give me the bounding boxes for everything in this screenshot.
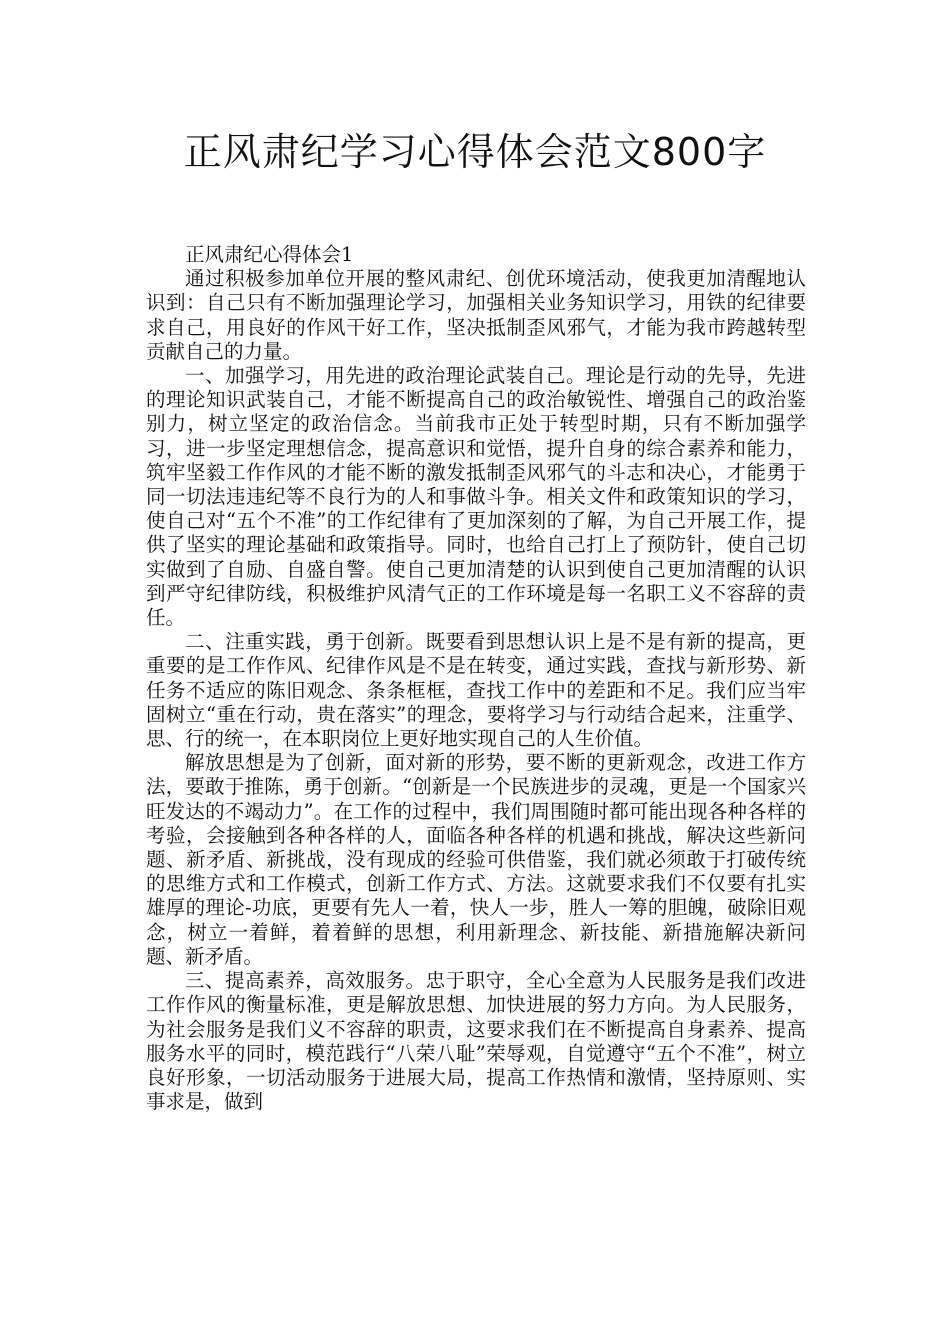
- paragraph-section-three: 三、提高素养，高效服务。忠于职守，全心全意为人民服务是我们改进工作作风的衡量标准，更是解放思想、加快进展的努力方向。为人民服务，为社会服务是我们义不容辞的职责，这要求我们在不断提高自身素养、提高服务水平的同时，模范践行“八荣八耻”荣辱观，自觉遵守“五个不准”，树立良好形象，一切活动服务于进展大局，提高工作热情和激情，坚持原则、实事求是，做到: [146, 969, 806, 1114]
- document-title: 正风肃纪学习心得体会范文800字: [183, 130, 767, 174]
- paragraph-section-one: 一、加强学习，用先进的政治理论武装自己。理论是行动的先导，先进的理论知识武装自己，才能不断提高自己的政治敏锐性、增强自己的政治鉴别力，树立坚定的政治信念。当前我市正处于转型时期，只有不断加强学习，进一步坚定理想信念，提高意识和觉悟，提升自身的综合素养和能力，筑牢坚毅工作作风的才能不断的激发抵制歪风邪气的斗志和决心，才能勇于同一切法违违纪等不良行为的人和事做斗争。相关文件和政策知识的学习，使自己对“五个不准”的工作纪律有了更加深刻的了解，为自己开展工作，提供了坚实的理论基础和政策指导。同时，也给自己打上了预防针，使自己切实做到了自励、自盛自警。使自己更加清楚的认识到使自己更加清醒的认识到严守纪律防线，积极维护风清气正的工作环境是每一名职工义不容辞的责任。: [146, 364, 806, 630]
- document-body: [146, 243, 806, 1114]
- paragraph-innovation: 解放思想是为了创新，面对新的形势，要不断的更新观念，改进工作方法，要敢于推陈，勇于创新。“创新是一个民族进步的灵魂，更是一个国家兴旺发达的不竭动力”。在工作的过程中，我们周围随时都可能出现各种各样的考验，会接触到各种各样的人，面临各种各样的机遇和挑战，解决这些新问题、新矛盾、新挑战，没有现成的经验可供借鉴，我们就必须敢于打破传统的思维方式和工作模式，创新工作方式、方法。这就要求我们不仅要有扎实雄厚的理论-功底，更要有先人一着，快人一步，胜人一筹的胆魄，破除旧观念，树立一着鲜，着着鲜的思想，利用新理念、新技能、新措施解决新问题、新矛盾。: [146, 751, 806, 968]
- paragraph-section-two: 二、注重实践，勇于创新。既要看到思想认识上是不是有新的提高，更重要的是工作作风、纪律作风是不是在转变，通过实践，查找与新形势、新任务不适应的陈旧观念、条条框框，查找工作中的差距和不足。我们应当牢固树立“重在行动，贵在落实”的理念，要将学习与行动结合起来，注重学、思、行的统一，在本职岗位上更好地实现自己的人生价值。: [146, 630, 806, 751]
- section-heading: 正风肃纪心得体会1: [185, 243, 354, 266]
- paragraph-intro: 通过积极参加单位开展的整风肃纪、创优环境活动，使我更加清醒地认识到：自己只有不断加强理论学习，加强相关业务知识学习，用铁的纪律要求自己，用良好的作风干好工作，坚决抵制歪风邪气，才能为我市跨越转型贡献自己的力量。: [146, 267, 806, 363]
